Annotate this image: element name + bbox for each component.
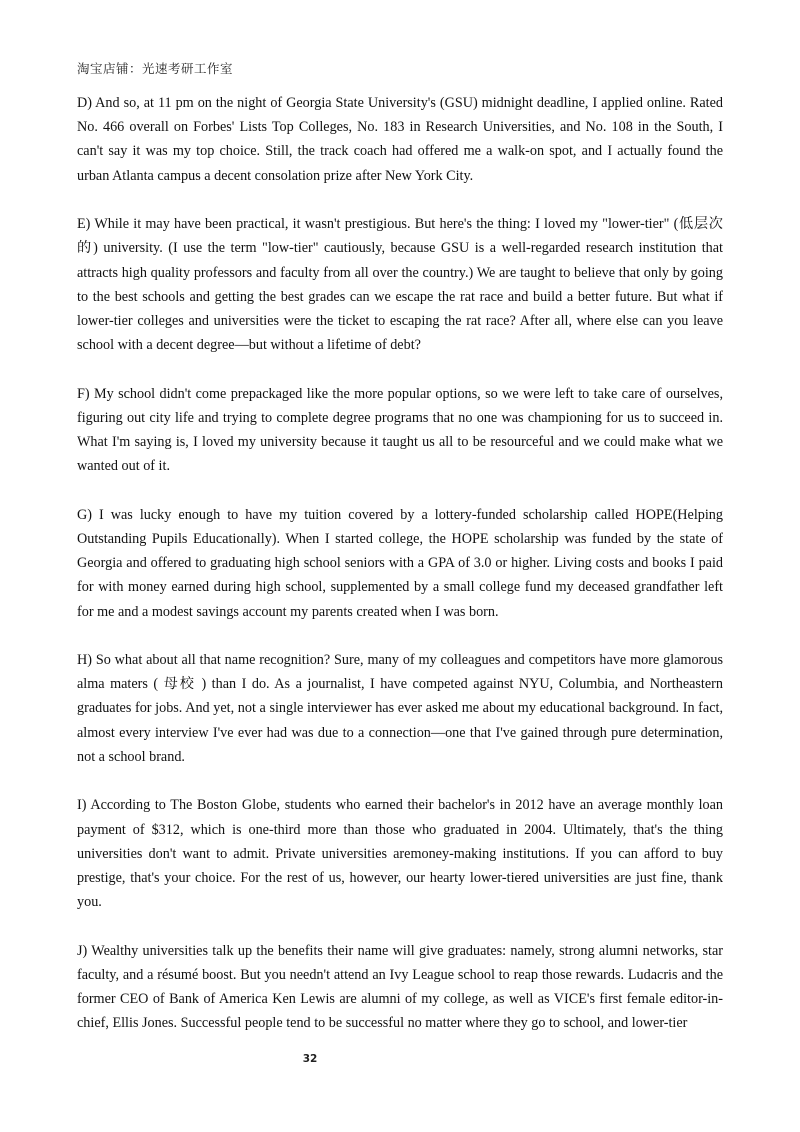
- paragraph-e: E) While it may have been practical, it wasn't prestigious. But here's the thing: I loved my "lower-tier" (低层次的) university. (I use the term "low-tier" cautiously, because GSU is a well-regarded research institution that attracts high quality professors and faculty from all over the country.) We are taught to believe that only by going to the best schools and getting the best grades can we escape the rat race and build a better future. But what if lower-tier colleges and universities were the ticket to escaping the rat race? After all, where else can you leave school with a decent degree—but without a lifetime of debt?: [77, 216, 723, 354]
- paragraph-i: I) According to The Boston Globe, students who earned their bachelor's in 2012 have an average monthly loan payment of $312, which is one-third more than those who graduated in 2004. Ultimately, that's the thing universities don't want to admit. Private universities aremoney-making institutions. If you can afford to buy prestige, that's your choice. For the rest of us, however, our hearty lower-tiered universities are just fine, thank you.: [77, 797, 723, 911]
- paragraph-j: J) Wealthy universities talk up the benefits their name will give graduates: namely, strong alumni networks, star faculty, and a résumé boost. But you needn't attend an Ivy League school to reap those rewards. Ludacris and the former CEO of Bank of America Ken Lewis are alumni of my college, as well as VICE's first female editor-in-chief, Ellis Jones. Successful people tend to be successful no matter where they go to school, and lower-tier: [77, 942, 723, 1032]
- paragraph-f: F) My school didn't come prepackaged like the more popular options, so we were left to take care of ourselves, figuring out city life and trying to complete degree programs that no one was championing for us to succeed in. What I'm saying is, I loved my university because it taught us all to be resourceful and we could make what we wanted out of it.: [77, 385, 723, 475]
- paragraph-d: D) And so, at 11 pm on the night of Georgia State University's (GSU) midnight deadline, I applied online. Rated No. 466 overall on Forbes' Lists Top Colleges, No. 183 in Research Universities, and No. 108 in the South, I can't say it was my top choice. Still, the track coach had offered me a walk-on spot, and I actually found the urban Atlanta campus a decent consolation prize after New York City.: [77, 95, 723, 184]
- paragraph-g: G) I was lucky enough to have my tuition covered by a lottery-funded scholarship called HOPE(Helping Outstanding Pupils Educationally). When I started college, the HOPE scholarship was funded by the state of Georgia and offered to graduating high school seniors with a GPA of 3.0 or higher. Living costs and books I paid for with money earned during high school, supplemented by a small college fund my deceased grandfather left for me and a modest savings account my parents created when I was born.: [77, 506, 723, 620]
- page-number: 32: [302, 1053, 318, 1065]
- paragraph-h: H) So what about all that name recognition? Sure, many of my colleagues and competitors have more glamorous alma maters ( 母校 ) than I do. As a journalist, I have competed against NYU, Columbia, and Northeastern graduates for jobs. And yet, not a single interviewer has ever asked me about my educational background. In fact, almost every interview I've ever had was due to a connection—one that I've gained through pure determination, not a school brand.: [77, 652, 723, 765]
- article-body: [77, 91, 723, 1060]
- shop-header: 淘宝店铺：光速考研工作室: [77, 61, 234, 76]
